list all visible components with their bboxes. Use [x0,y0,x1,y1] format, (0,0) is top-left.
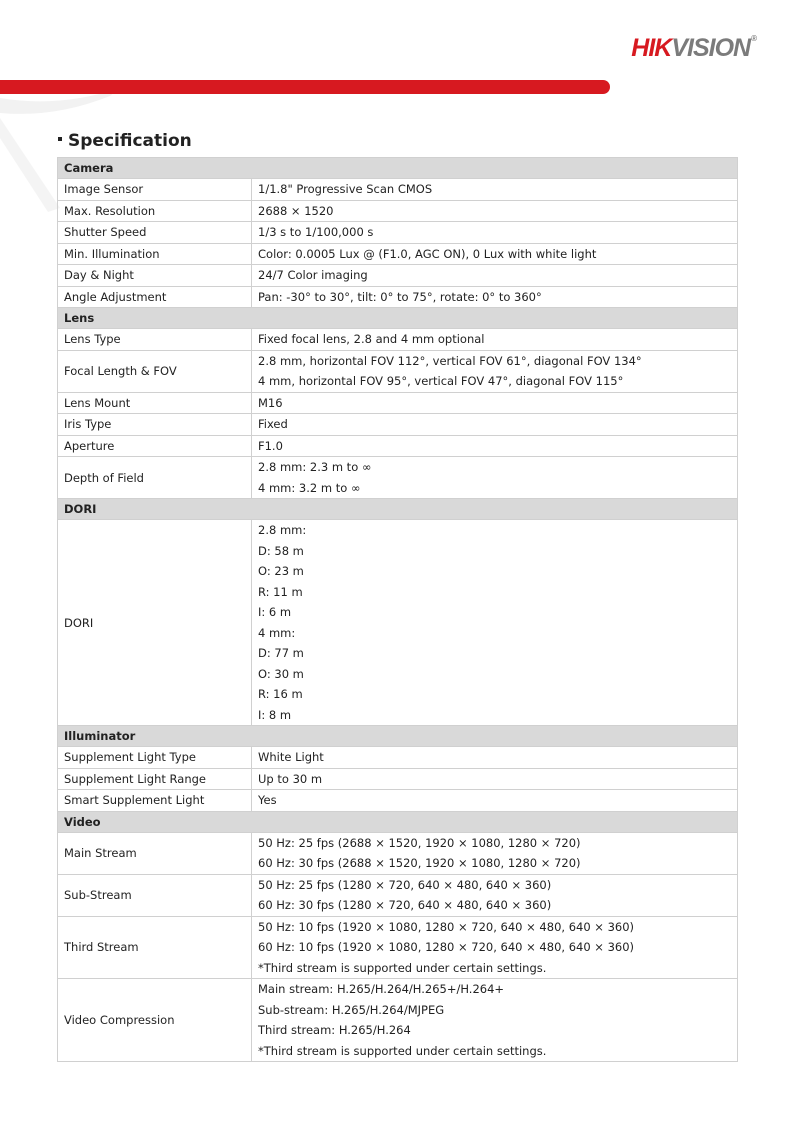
spec-label: DORI [58,520,252,726]
spec-value-line: I: 6 m [258,605,292,619]
spec-label: Sub-Stream [58,874,252,916]
spec-value-line: R: 16 m [258,687,303,701]
spec-label: Min. Illumination [58,243,252,265]
spec-label: Third Stream [58,916,252,979]
table-row [58,200,738,222]
spec-label: Supplement Light Type [58,747,252,769]
section-title: Video [58,811,738,832]
spec-value-line: 2688 × 1520 [258,203,334,218]
spec-value-line: Up to 30 m [258,771,323,786]
spec-value-line: 60 Hz: 10 fps (1920 × 1080, 1280 × 720, 640 × 480, 640 × 360) [258,940,635,954]
logo-rest-text: VISION [671,34,751,62]
table-row [58,243,738,265]
spec-value-line: D: 58 m [258,543,304,558]
spec-value-line: 4 mm: 3.2 m to ∞ [258,480,361,495]
spec-value-line: 1/3 s to 1/100,000 s [258,225,374,239]
spec-value [252,329,738,351]
spec-value-line: Yes [258,793,277,807]
table-row [58,350,738,392]
spec-value-line: Color: 0.0005 Lux @ (F1.0, AGC ON), 0 Lux with white light [258,246,597,261]
spec-value [252,768,738,790]
spec-label: Lens Type [58,329,252,351]
spec-value-line: Fixed focal lens, 2.8 and 4 mm optional [258,332,485,346]
section-header-row [58,811,738,832]
spec-value-line: 50 Hz: 25 fps (2688 × 1520, 1920 × 1080, 1280 × 720) [258,835,581,850]
section-title: Illuminator [58,726,738,747]
spec-value-line: Main stream: H.265/H.264/H.265+/H.264+ [258,982,505,996]
spec-value-line: *Third stream is supported under certain settings. [258,960,547,975]
section-header-row [58,499,738,520]
table-row [58,979,738,1062]
table-row [58,265,738,287]
spec-value [252,435,738,457]
spec-label: Smart Supplement Light [58,790,252,812]
spec-value [252,350,738,392]
spec-value-line: Sub-stream: H.265/H.264/MJPEG [258,1002,445,1017]
section-title: Lens [58,308,738,329]
spec-value-line: 2.8 mm: [258,523,307,537]
spec-value-line: D: 77 m [258,646,304,660]
spec-value [252,520,738,726]
spec-label: Angle Adjustment [58,286,252,308]
spec-value-line: I: 8 m [258,707,292,722]
header-red-bar [0,80,610,94]
table-row [58,392,738,414]
table-row [58,329,738,351]
section-title: Camera [58,158,738,179]
spec-value-line: Fixed [258,417,288,431]
spec-value-line: *Third stream is supported under certain settings. [258,1043,547,1058]
table-row [58,286,738,308]
logo-registered-mark: ® [751,34,756,43]
spec-value-line: 50 Hz: 10 fps (1920 × 1080, 1280 × 720, 640 × 480, 640 × 360) [258,919,635,934]
page-title-text: Specification [68,131,192,151]
spec-value-line: 1/1.8" Progressive Scan CMOS [258,182,433,196]
spec-value-line: M16 [258,395,283,410]
spec-label: Max. Resolution [58,200,252,222]
table-row [58,435,738,457]
specification-table [57,157,738,1062]
table-row [58,457,738,499]
spec-value-line: 60 Hz: 30 fps (2688 × 1520, 1920 × 1080, 1280 × 720) [258,856,581,870]
spec-value-line: White Light [258,750,324,764]
spec-value [252,832,738,874]
spec-label: Depth of Field [58,457,252,499]
spec-label: Lens Mount [58,392,252,414]
spec-label: Main Stream [58,832,252,874]
spec-value [252,790,738,812]
spec-label: Video Compression [58,979,252,1062]
table-row [58,520,738,726]
spec-label: Focal Length & FOV [58,350,252,392]
spec-value-line: 4 mm: [258,625,296,640]
table-row [58,916,738,979]
spec-value-line: O: 30 m [258,666,304,681]
spec-value-line: Pan: -30° to 30°, tilt: 0° to 75°, rotate: 0° to 360° [258,289,542,304]
spec-label: Image Sensor [58,179,252,201]
table-row [58,832,738,874]
spec-value-line: 4 mm, horizontal FOV 95°, vertical FOV 47°, diagonal FOV 115° [258,374,624,388]
table-row [58,874,738,916]
table-row [58,747,738,769]
page-title [58,131,192,151]
spec-value-line: 50 Hz: 25 fps (1280 × 720, 640 × 480, 640 × 360) [258,877,552,892]
hikvision-logo [631,34,756,63]
spec-value [252,414,738,436]
spec-value [252,286,738,308]
spec-label: Aperture [58,435,252,457]
spec-value-line: R: 11 m [258,584,303,599]
section-header-row [58,158,738,179]
spec-value-line: 2.8 mm: 2.3 m to ∞ [258,460,372,474]
spec-value-line: 60 Hz: 30 fps (1280 × 720, 640 × 480, 640 × 360) [258,898,552,912]
table-row [58,414,738,436]
spec-value [252,179,738,201]
table-row [58,768,738,790]
spec-label: Shutter Speed [58,222,252,244]
table-row [58,179,738,201]
spec-value [252,392,738,414]
spec-value [252,747,738,769]
spec-value-line: Third stream: H.265/H.264 [258,1023,411,1037]
section-header-row [58,726,738,747]
spec-value [252,916,738,979]
spec-label: Supplement Light Range [58,768,252,790]
spec-value-line: 2.8 mm, horizontal FOV 112°, vertical FOV 61°, diagonal FOV 134° [258,353,642,368]
spec-value-line: F1.0 [258,438,283,453]
spec-value [252,200,738,222]
spec-label: Day & Night [58,265,252,287]
spec-value [252,874,738,916]
bullet-square [58,137,62,141]
spec-value [252,457,738,499]
spec-label: Iris Type [58,414,252,436]
section-title: DORI [58,499,738,520]
spec-value [252,222,738,244]
table-row [58,222,738,244]
spec-value [252,265,738,287]
spec-value [252,979,738,1062]
spec-value [252,243,738,265]
table-row [58,790,738,812]
specification-table-body [58,158,738,1062]
spec-value-line: O: 23 m [258,564,304,578]
logo-main-text: HIK [631,34,672,62]
section-header-row [58,308,738,329]
spec-value-line: 24/7 Color imaging [258,268,368,282]
